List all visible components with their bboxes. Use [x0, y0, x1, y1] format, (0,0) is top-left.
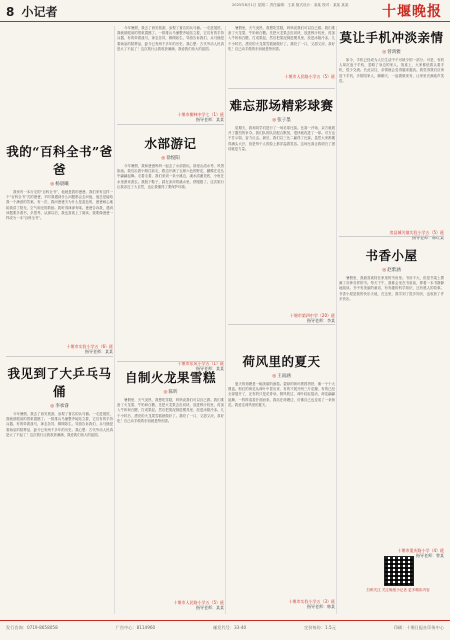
article-title: 水部游记 [144, 136, 197, 151]
article-title: 我见到了大乒乓马俑 [7, 366, 112, 399]
column-1 [6, 26, 113, 612]
article-title: 荷风里的夏天 [242, 354, 321, 369]
article-body: 夏天的荷塘是一幅美丽的画卷。碧绿的荷叶挨挨挤挤，像一个个大圆盘。粉红的荷花从荷叶中冒出来，有的才展开两三片花瓣，有的已经全部展开了，还有的只是花骨朵。微风吹过，荷叶轻轻摇动，荷花翩翩起舞，一阵阵清香扑面而来。我站在荷塘边，仿佛自己也变成了一朵荷花。我爱这荷风里的夏天。 [228, 382, 335, 407]
article-body: 暑假里，天气炎热，我想吃雪糕，妈妈说我们可以自己做。我们准备了火龙果、牛奶和白糖。先把火龙果去皮切块，放进榨汁机里，再加入牛奶和白糖，打成果泥。然后把果泥倒进模具里，放进冰箱冷冻。几个小时后，漂亮的火龙果雪糕就做好了。我咬了一口，又甜又凉，真好吃！自己动手做的东西就是特别香。 [117, 398, 224, 423]
school-name: 十堰市人民路小学五（5）班 [173, 600, 224, 605]
column-2 [117, 26, 224, 612]
advisor-name: 指导老师：李某 [307, 318, 335, 323]
qr-code[interactable] [384, 556, 414, 586]
advisor-name: 指导老师：某某 [196, 366, 224, 371]
page-footer [0, 620, 450, 640]
footer-postal-code: 邮发代号：33-40 [213, 625, 247, 630]
article-byline: ◎ 曾鸿雅 [339, 49, 444, 55]
article-body: 如今，手机已经成为人们生活中不可缺少的一部分。可是，有的人却沉迷于手机，忽略了身边的家人。饭桌上，大家都低着头看手机，很少交流。长此以往，亲情就会变得越来越淡。我觉得我们应该放下手机，多陪陪家人，聊聊天，一起做做家务，让家里充满欢声笑语。 [339, 58, 444, 83]
advisor-name: 指导老师：曾某 [416, 553, 444, 558]
article-body-continued: 暑假里，天气炎热，我想吃雪糕，妈妈说我们可以自己做。我们准备了火龙果、牛奶和白糖。先把火龙果去皮切块，放进榨汁机里，再加入牛奶和白糖，打成果泥。然后把果泥倒进模具里，放进冰箱冷冻。几个小时后，漂亮的火龙果雪糕就做好了。我咬了一口，又甜又凉，真好吃！自己动手做的东西就是特别香。 [228, 26, 335, 51]
column-3 [228, 26, 335, 612]
column-divider [336, 26, 337, 614]
article-footer [228, 74, 335, 79]
footer-price: 定价每份：1.5元 [304, 625, 336, 630]
article-footer [117, 112, 224, 122]
advisor-name: 指导老师：某某 [85, 349, 113, 354]
article-divider [339, 236, 444, 237]
advisor-name: 指导老师：韩某 [307, 604, 335, 609]
article-body: 今年暑假，我和爸爸妈妈一起去了水部游玩。那里山清水秀，风景如画。我们沿着小路往前走，路边开满了五颜六色的野花，蝴蝶在花丛中翩翩起舞。走着走着，我们来到一条小溪边，溪水清澈见底，小鱼在水里游来游去。我脱下鞋子，踩在凉凉的溪水里，舒服极了。这次旅行让我亲近了大自然，也让我懂得了要保护环境。 [117, 164, 224, 189]
article-byline: ◎ 杨晨曦 [6, 181, 113, 187]
school-name: 十堰市实验小学五（3）班 [288, 599, 335, 604]
column-4 [339, 26, 444, 612]
school-name: 十堰市柳林中学七（1）班 [177, 112, 224, 117]
article-byline: ◎ 李承睿 [6, 403, 113, 409]
article-divider [117, 124, 224, 125]
article-body: 我家有一本行走的“百科全书”，他就是我的爸爸。我们家有这样一个“百科全书”式的爸爸，平时我遇到什么问题都会去问他，他总是能给我一个满意的答案。有一次，我问爸爸天为什么是蓝色的，爸爸耐心地给我讲了阳光、空气和光的散射。我听得津津有味。爸爸告诉我，遇到问题要多看书、多思考。从那以后，我也喜欢上了阅读，我要像爸爸一样成为一本“百科全书”。 [6, 190, 113, 221]
newspaper-logo: 十堰晚报 [382, 4, 442, 20]
article-title: 书香小屋 [365, 248, 418, 263]
page-number: 8 [6, 5, 15, 19]
advisor-name: 指导老师：某某 [196, 605, 224, 610]
header-meta: 2025年8月1日 星期二 责任编辑：王某 版式设计：某某 校对：某某 某某 [232, 3, 349, 7]
article [117, 134, 224, 371]
school-name: 十堰市第四中学（20）班 [289, 313, 335, 318]
school-name: 十堰市东风小学五（1）班 [177, 361, 224, 366]
article [6, 364, 113, 637]
school-name: 房县城关镇实验小学五（5）班 [389, 230, 444, 235]
article-divider [117, 361, 224, 362]
article [339, 246, 444, 558]
article-footer [117, 600, 224, 610]
article [228, 352, 335, 609]
school-name: 十堰市重庆路小学（4）班 [397, 548, 444, 553]
footer-distribution: 发行咨询：0719-8658058 [6, 625, 58, 630]
article-byline: ◎ 陈昕 [117, 389, 224, 395]
section-name: 小记者 [21, 5, 58, 19]
article-footer [6, 344, 113, 354]
advisor-name: 指导老师：韩红某 [412, 235, 444, 240]
article-divider [6, 356, 113, 357]
article-footer [339, 230, 444, 240]
article-body: 星期天，我和同学们进行了一场足球比赛。比赛一开始，双方就展开了激烈的争夺。我们队的队员配合默契，很快就攻进了一球。对方也不甘示弱，奋力反击。最后，我们以三比二赢得了比赛。虽然大家都累得满头大汗，但是每个人的脸上都洋溢着笑容。这场比赛让我明白了团结就是力量。 [228, 126, 335, 151]
article-title: 莫让手机冲淡亲情 [339, 30, 444, 45]
footer-printer: 印刷：十堰日报社印务中心 [393, 625, 444, 630]
article-body-continued: 今年暑假，我去了西安旅游，参观了著名的兵马俑。一走进展馆，我就被眼前的景象震撼了。一排排兵马俑整齐地站立着，它们有的手持兵器，有的牵着战马，神态各异，栩栩如生。导游告诉我们，兵马俑是秦始皇的陪葬品，距今已有两千多年的历史。我心想：古代劳动人民真是太了不起了！这次旅行让我收获满满，我爱我们伟大的祖国。 [117, 26, 224, 51]
article-title: 难忘那场精彩球赛 [229, 98, 334, 113]
column-divider [225, 26, 226, 614]
section-label [6, 3, 58, 20]
school-name: 十堰市实验小学五（6）班 [66, 344, 113, 349]
article [6, 142, 113, 354]
page-header [0, 0, 450, 22]
article-divider [228, 88, 335, 89]
article [228, 96, 335, 323]
advisor-name: 指导老师：某某 [196, 117, 224, 122]
article-body: 暑假里，我最喜欢待在家里的书房里。书房不大，但是书架上摆满了各种各样的书。每天下午，我都会坐在书桌前，捧着一本书静静地阅读。书中有美丽的童话，有有趣的科学知识，还有感人的故事。书香小屋是我的快乐天地，在这里，我学到了很多知识，也收获了许多快乐。 [339, 276, 444, 301]
article-footer [228, 599, 335, 609]
column-divider [114, 26, 115, 614]
footer-ads: 广告中心：8114960 [115, 625, 156, 630]
article-byline: ◎ 徐悦阳 [117, 155, 224, 161]
qr-caption: 扫码关注 关注晚报小记者 更多精彩内容 [366, 588, 430, 592]
article-byline: ◎ 王雨涵 [228, 373, 335, 379]
article-body: 今年暑假，我去了西安旅游，参观了著名的兵马俑。一走进展馆，我就被眼前的景象震撼了。一排排兵马俑整齐地站立着，它们有的手持兵器，有的牵着战马，神态各异，栩栩如生。导游告诉我们，兵马俑是秦始皇的陪葬品，距今已有两千多年的历史。我心想：古代劳动人民真是太了不起了！这次旅行让我收获满满，我爱我们伟大的祖国。 [6, 412, 113, 437]
article-byline: ◎ 张子墨 [228, 117, 335, 123]
article-title: 自制火龙果雪糕 [124, 370, 216, 385]
article [117, 368, 224, 610]
article-footer [228, 313, 335, 323]
article-byline: ◎ 赵紫涵 [339, 267, 444, 273]
article-title: 我的“百科全书”爸爸 [6, 144, 113, 177]
article [339, 28, 444, 240]
article-divider [228, 324, 335, 325]
school-name: 十堰市人民路小学五（5）班 [284, 74, 335, 79]
